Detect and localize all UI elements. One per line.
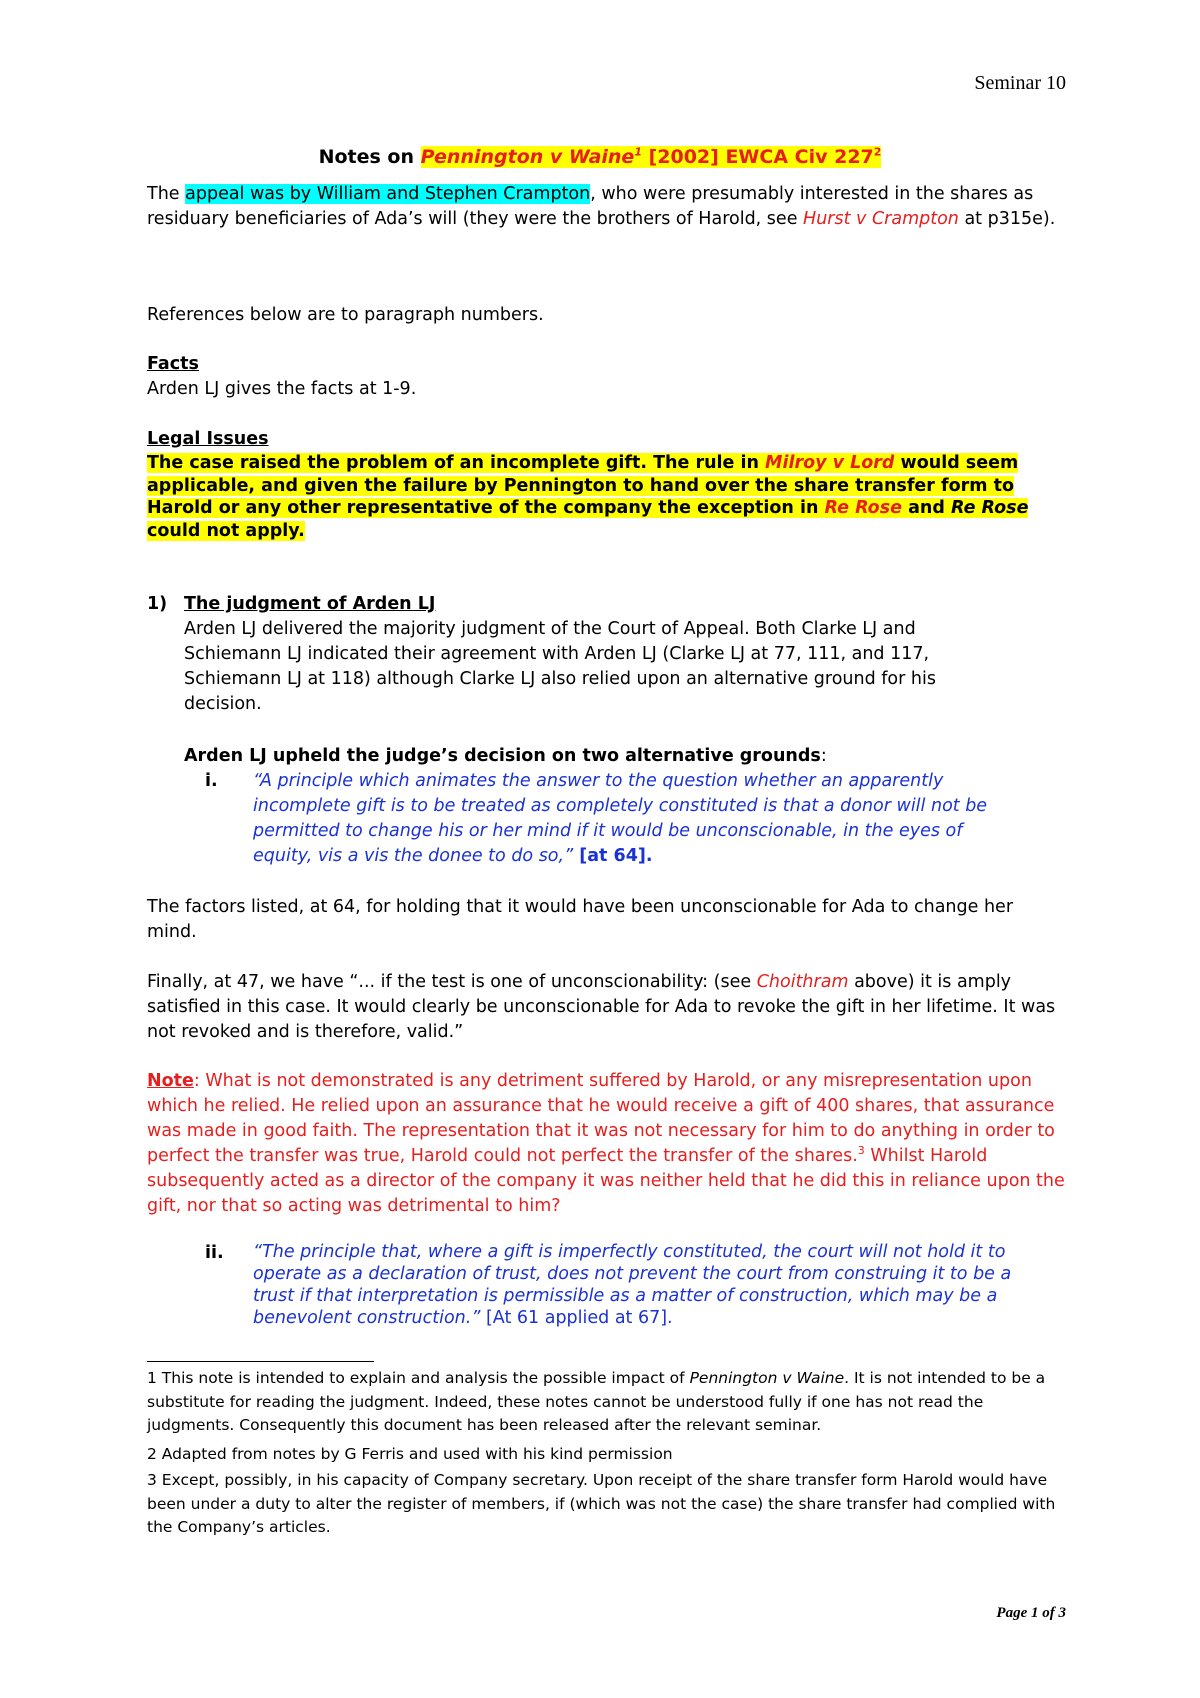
document-title xyxy=(0,146,1200,168)
running-header: Seminar 10 xyxy=(974,72,1066,94)
footnote-separator xyxy=(147,1361,374,1362)
title-case-name: Pennington v Waine$^1$ xyxy=(420,145,642,168)
case-ref-re-rose-1: Re Rose xyxy=(824,498,902,518)
note-paragraph: Note: What is not demonstrated is any detriment suffered by Harold, or any misrepresentation upon which he relied. He relied upon an assurance that he would receive a gift of 400 shares, that assurance was made in good faith. The representation that it was not necessary for him to do anything in order to perfect the transfer was true, Harold could not perfect the transfer of the shares.$^3$ Whilst Harold subsequently acted as a director of the company it was neither held that he did this in reliance upon the gift, nor that so acting was detrimental to him? xyxy=(147,1071,1065,1216)
appellants-highlight: appeal was by William and Stephen Crampton xyxy=(185,184,591,204)
factors-paragraph: The factors listed, at 64, for holding that it would have been unconscionable for Ada to change her mind. xyxy=(147,897,1014,942)
title-prefix: Notes on xyxy=(318,146,421,168)
page-number: Page 1 of 3 xyxy=(996,1605,1066,1621)
intro-paragraph: The appeal was by William and Stephen Crampton, who were presumably interested in the shares as residuary beneficiaries of Ada’s will (they were the brothers of Harold, see Hurst v Crampton at p315e). xyxy=(147,184,1056,229)
grounds-heading: Arden LJ upheld the judge’s decision on two alternative grounds: xyxy=(184,746,827,766)
section-1-paragraph: Arden LJ delivered the majority judgment of the Court of Appeal. Both Clarke LJ and Schiemann LJ indicated their agreement with Arden LJ (Clarke LJ at 77, 111, and 117, Schiemann LJ at 118) although Clarke LJ also relied upon an alternative ground for his decision. xyxy=(184,619,936,714)
facts-section xyxy=(147,352,1067,402)
ground-ii-quote: “The principle that, where a gift is imperfectly constituted, the court will not hold it to operate as a declaration of trust, does not prevent the court from construing it to be a trust if that interpretation is permissible as a matter of construction, which may be a benevolent construction.” [At 61 applied at 67]. xyxy=(253,1242,1012,1328)
ground-i-label: i. xyxy=(205,771,218,791)
footnote-ref-2[interactable]: 2 xyxy=(873,145,882,159)
section-1-number: 1) xyxy=(147,594,168,614)
facts-heading: Facts xyxy=(147,354,199,374)
legal-issues-section xyxy=(147,427,1067,542)
finally-paragraph: Finally, at 47, we have “... if the test is one of unconscionability: (see Choithram above) it is amply satisfied in this case. It would clearly be unconscionable for Ada to revoke the gift in her lifetime. It was not revoked and is therefore, valid.” xyxy=(147,972,1056,1042)
footnote-ref-3[interactable]: 3 xyxy=(857,1144,865,1158)
footnote-2: 2 Adapted from notes by G Ferris and used with his kind permission xyxy=(147,1445,673,1463)
footnote-ref-1[interactable]: 1 xyxy=(634,145,642,159)
title-citation: [2002] EWCA Civ $227^2$ xyxy=(641,145,882,168)
footnote-3: 3 Except, possibly, in his capacity of Company secretary. Upon receipt of the share transfer form Harold would have been under a duty to alter the register of members, if (which was not the case) the share transfer had complied with the Company’s articles. xyxy=(147,1471,1056,1536)
facts-text: Arden LJ gives the facts at 1-9. xyxy=(147,379,417,399)
case-ref-choithram: Choithram xyxy=(756,972,849,992)
case-ref-milroy: Milroy v Lord xyxy=(765,453,895,473)
section-1-heading: The judgment of Arden LJ xyxy=(184,594,436,614)
case-ref-re-rose-2: Re Rose xyxy=(950,498,1029,518)
ground-i-ref: [at 64]. xyxy=(573,846,653,866)
note-label: Note xyxy=(147,1071,194,1091)
ground-i-quote: “A principle which animates the answer to the question whether an apparently incomplete gift is to be treated as completely constituted is that a donor will not be permitted to change his or her mind if it would be unconscionable, in the eyes of equity, vis a vis the donee to do so,” [at 64]. xyxy=(253,771,988,866)
ground-ii-ref: [At 61 applied at 67]. xyxy=(480,1308,673,1328)
legal-issues-heading: Legal Issues xyxy=(147,429,269,449)
references-note: References below are to paragraph numbers. xyxy=(147,305,544,325)
case-ref-hurst: Hurst v Crampton xyxy=(803,209,959,229)
ground-ii-label: ii. xyxy=(205,1243,224,1263)
legal-issues-text: The case raised the problem of an incomplete gift. The rule in Milroy v Lord would seem applicable, and given the failure by Pennington to hand over the share transfer form to Harold or any other representative of the company the exception in Re Rose and Re Rose could not apply. xyxy=(147,453,1029,541)
footnote-1: 1 This note is intended to explain and analysis the possible impact of Pennington v Waine. It is not intended to be a substitute for reading the judgment. Indeed, these notes cannot be understood fully if one has not read the judgments. Consequently this document has been released after the relevant seminar. xyxy=(147,1369,1046,1434)
